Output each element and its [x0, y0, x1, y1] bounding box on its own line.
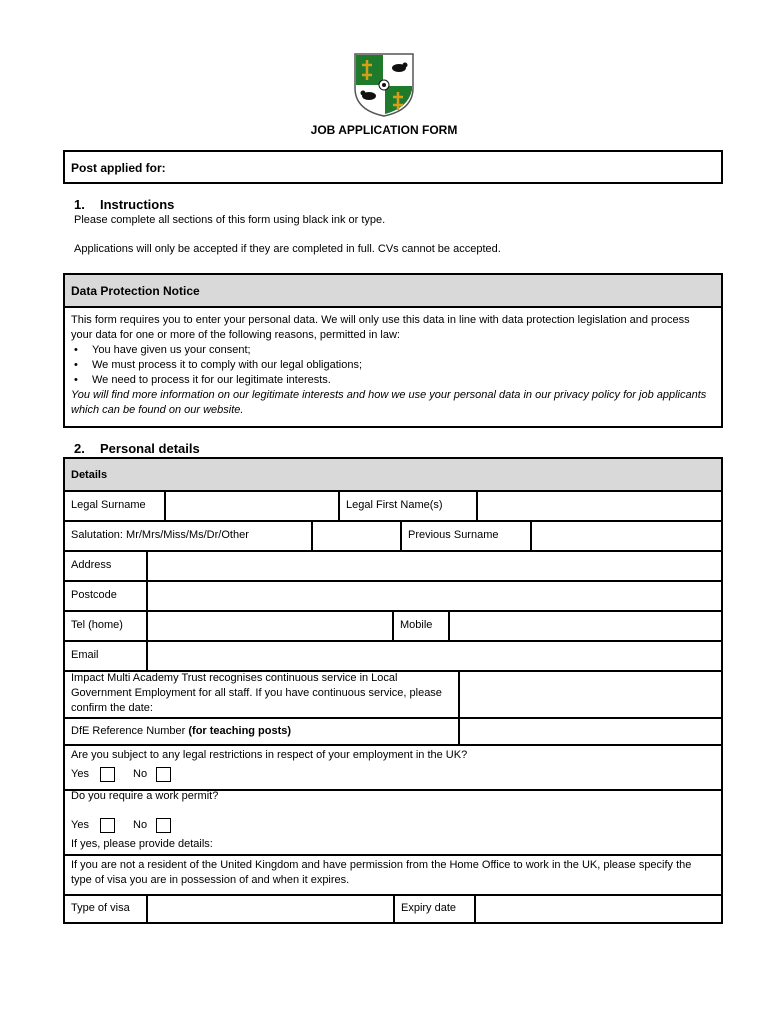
table-row: [65, 894, 721, 922]
privacy-policy-note: You will find more information on our legitimate interests and how we use your personal data in our privacy policy for job applicants which can be found on our website.: [71, 389, 707, 416]
table-row: [65, 580, 721, 612]
mobile-label: Mobile: [392, 610, 448, 640]
salutation-input[interactable]: [311, 520, 400, 550]
list-item: • We must process it to comply with our legal obligations;: [71, 358, 713, 373]
work-permit-question: Do you require a work permit?: [71, 790, 219, 802]
table-row: [65, 520, 721, 552]
form-title: JOB APPLICATION FORM: [310, 123, 458, 137]
legal-restrictions-question: Are you subject to any legal restrictions in respect of your employment in the UK?: [71, 749, 468, 761]
mobile-input[interactable]: [448, 610, 721, 640]
table-row: [65, 640, 721, 672]
email-label: Email: [71, 649, 99, 661]
instructions-line-2: Applications will only be accepted if they are completed in full. CVs cannot be accepted.: [74, 243, 501, 255]
data-protection-intro: This form requires you to enter your personal data. We will only use this data in line with data protection legislation and process your data for one or more of the following reasons, permitted in law:: [71, 314, 690, 341]
post-applied-label: Post applied for:: [71, 161, 166, 175]
personal-details-table: [63, 457, 723, 924]
data-protection-heading: Data Protection Notice: [71, 284, 200, 298]
data-protection-header: [65, 275, 721, 308]
tel-home-input[interactable]: [146, 610, 392, 640]
section-title: Instructions: [100, 197, 175, 212]
data-protection-notice: [63, 273, 723, 428]
instructions-line-1: Please complete all sections of this form using black ink or type.: [74, 214, 386, 226]
table-row: [65, 717, 721, 746]
postcode-input[interactable]: [146, 580, 721, 610]
work-permit-yes-checkbox[interactable]: [100, 818, 115, 833]
legal-restrictions-yes-checkbox[interactable]: [100, 767, 115, 782]
details-heading: Details: [71, 468, 108, 481]
no-label: No: [133, 768, 148, 780]
list-item: • You have given us your consent;: [71, 343, 713, 358]
dfe-note-text: (for teaching posts): [188, 724, 292, 737]
no-label: No: [133, 819, 148, 831]
table-row: [65, 854, 721, 896]
table-row: [65, 670, 721, 719]
non-resident-instruction: If you are not a resident of the United Kingdom and have permission from the Home Office to work in the UK, please specify the type of visa you are in possession of and when it expires.: [71, 859, 692, 886]
salutation-label: Salutation: Mr/Mrs/Miss/Ms/Dr/Other: [71, 529, 249, 541]
tel-home-label: Tel (home): [71, 619, 123, 631]
type-of-visa-input[interactable]: [146, 894, 393, 922]
personal-details-heading: [74, 441, 200, 456]
email-input[interactable]: [146, 640, 721, 670]
legal-surname-input[interactable]: [164, 490, 338, 520]
table-row: [65, 610, 721, 642]
work-permit-no-checkbox[interactable]: [156, 818, 171, 833]
yes-label: Yes: [71, 819, 89, 831]
address-input[interactable]: [146, 550, 721, 580]
continuous-service-label: Impact Multi Academy Trust recognises continuous service in Local Government Employment for all staff. If you have continuous service, please confirm the date:: [71, 672, 442, 714]
section-title: Personal details: [100, 441, 200, 456]
school-crest-logo: [353, 52, 415, 118]
data-protection-reasons: [71, 343, 713, 388]
address-label: Address: [71, 559, 112, 571]
details-header-row: [65, 459, 721, 492]
table-row: [65, 490, 721, 522]
table-row: [65, 744, 721, 791]
previous-surname-input[interactable]: [530, 520, 721, 550]
expiry-date-label: Expiry date: [393, 894, 474, 922]
legal-surname-label: Legal Surname: [71, 499, 146, 511]
postcode-label: Postcode: [71, 589, 117, 601]
section-number: 2.: [74, 441, 85, 456]
legal-restrictions-no-checkbox[interactable]: [156, 767, 171, 782]
previous-surname-label: Previous Surname: [400, 520, 530, 550]
continuous-service-date-input[interactable]: [458, 670, 721, 717]
legal-first-names-label: Legal First Name(s): [338, 490, 476, 520]
dfe-label-text: DfE Reference Number: [71, 724, 186, 737]
table-row: [65, 789, 721, 856]
instructions-heading: [74, 197, 174, 212]
type-of-visa-label: Type of visa: [71, 902, 130, 914]
table-row: [65, 550, 721, 582]
expiry-date-input[interactable]: [474, 894, 721, 922]
data-protection-body: [71, 313, 713, 418]
section-number: 1.: [74, 197, 85, 212]
dfe-reference-input[interactable]: [458, 717, 721, 744]
yes-label: Yes: [71, 768, 89, 780]
work-permit-details-prompt: If yes, please provide details:: [71, 838, 213, 850]
dfe-reference-label: [65, 717, 458, 744]
legal-first-names-input[interactable]: [476, 490, 721, 520]
list-item: • We need to process it for our legitimate interests.: [71, 373, 713, 388]
post-applied-field[interactable]: [63, 150, 723, 184]
